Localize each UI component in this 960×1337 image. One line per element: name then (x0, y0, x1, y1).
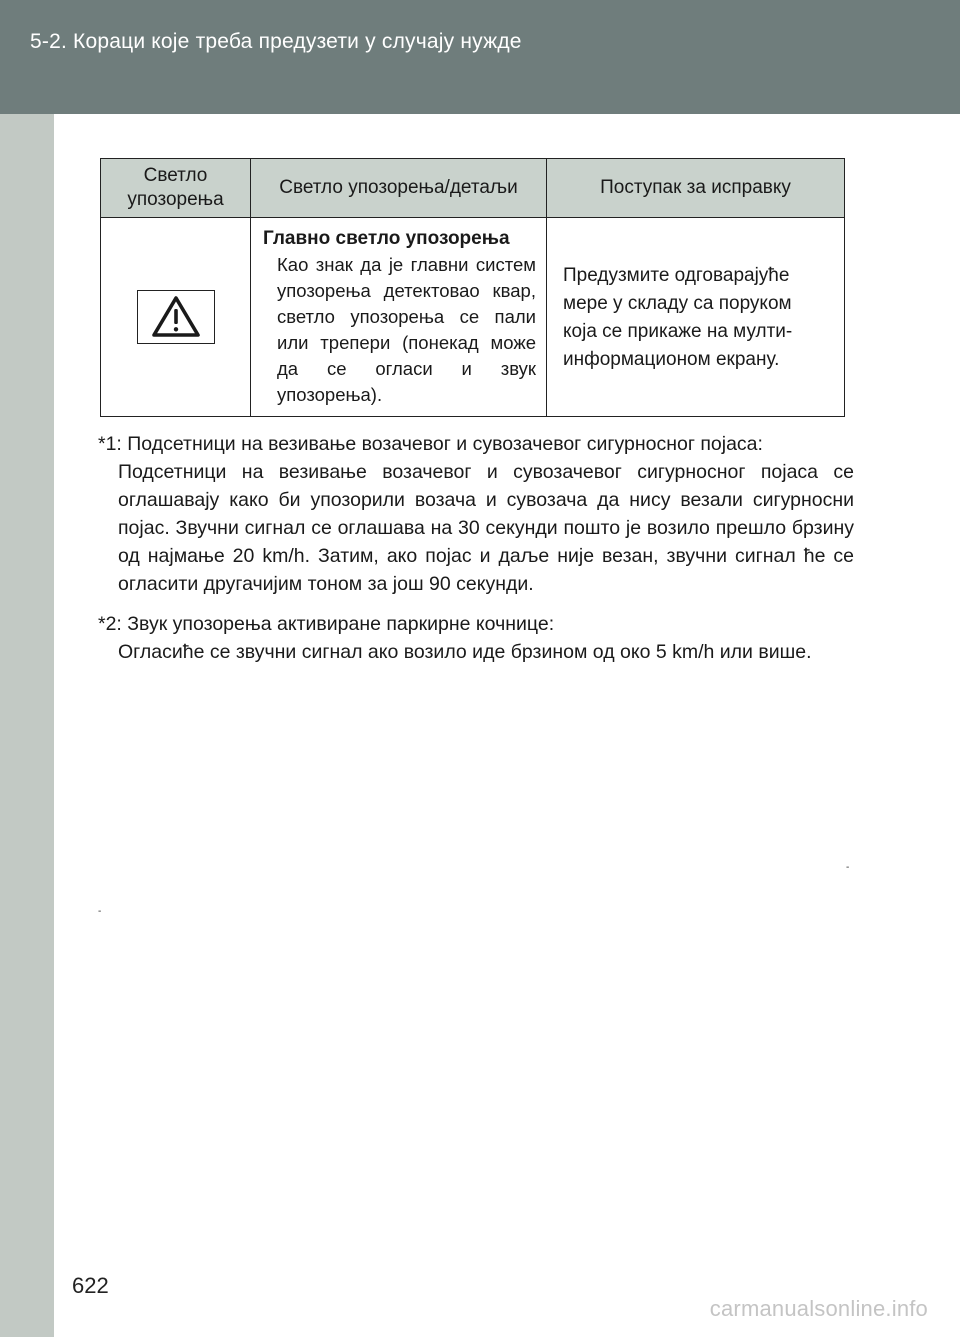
detail-title: Главно светло упозорења (263, 228, 510, 249)
details-cell (251, 218, 547, 417)
note-2-title: *2: Звук упозорења активиране паркирне кочнице: (98, 613, 555, 635)
warning-light-table (100, 158, 845, 417)
page-number: 622 (72, 1273, 109, 1298)
stray-mark: - (98, 906, 102, 917)
col-header-light: Светло упозорења (101, 159, 251, 218)
detail-text: Као знак да је главни систем упозорења детектовао квар, светло упозорења се пали или трепери (понекад може да се огласи и звук упозорења). (277, 254, 536, 405)
watermark: carmanualsonline.info (709, 1296, 928, 1321)
table-header-row (101, 159, 845, 218)
col-header-action: Поступак за исправку (547, 159, 845, 218)
note-2 (98, 610, 854, 666)
col-header-details: Светло упозорења/детаљи (251, 159, 547, 218)
note-1 (98, 430, 854, 598)
warning-triangle-icon (137, 290, 215, 344)
note-2-body: Огласиће се звучни сигнал ако возило иде брзином од око 5 km/h или више. (118, 641, 812, 663)
note-1-title: *1: Подсетници на везивање возачевог и сувозачевог сигурносног појаса: (98, 433, 763, 455)
section-title: 5-2. Кораци које треба предузети у случају нужде (30, 30, 522, 53)
note-1-body: Подсетници на везивање возачевог и сувозачевог сигурносног појаса се оглашавају како би упозорили возача и сувозача да нису везали сигурносни појас. Звучни сигнал се оглашава на 30 секунди пошто је возило прешло брзину од најмање 20 km/h. Затим, ако појас и даље није везан, звучни сигнал ће се огласити другачијим тоном за још 90 секунди. (118, 461, 854, 595)
side-bar (0, 114, 54, 1337)
page-header (0, 0, 960, 114)
icon-cell (101, 218, 251, 417)
stray-mark: - (846, 862, 850, 873)
table-row (101, 218, 845, 417)
action-cell: Предузмите одговарајуће мере у складу са поруком која се прикаже на мулти-информационом екрану. (547, 218, 845, 417)
